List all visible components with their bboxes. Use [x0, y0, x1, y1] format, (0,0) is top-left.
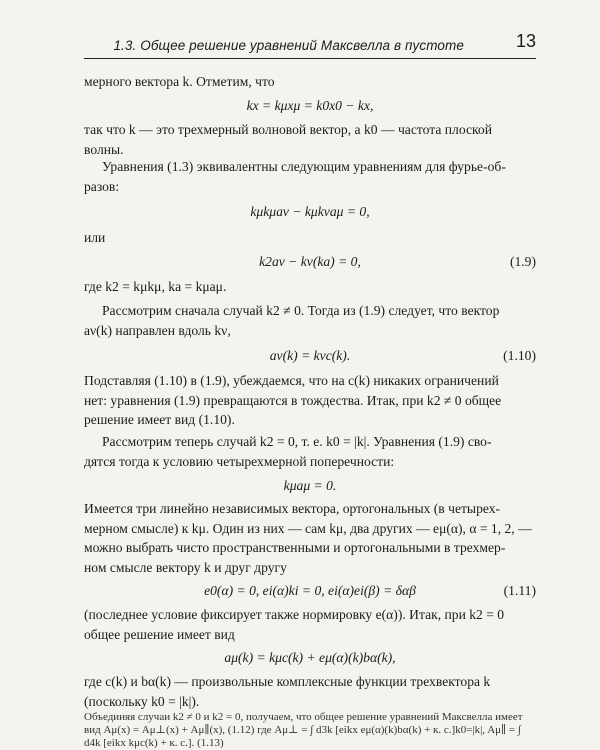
- text-line: решение имеет вид (1.10).: [84, 412, 235, 428]
- equation: [84, 202, 536, 222]
- text-line: Уравнения (1.3) эквивалентны следующим уравнениям для фурье-об-: [102, 159, 506, 174]
- formula: aν(k) = kνc(k).: [269, 348, 351, 363]
- paragraph: [84, 301, 536, 340]
- text-line: дятся тогда к условию четырехмерной поперечности:: [84, 453, 395, 469]
- text-line: aν(k) направлен вдоль kν,: [84, 322, 231, 338]
- equation: [84, 252, 536, 272]
- paragraph: [84, 228, 536, 248]
- text-line: Рассмотрим теперь случай k2 = 0, т. е. k0 = |k|. Уравнения (1.9) сво-: [102, 434, 492, 449]
- equation-number: (1.12): [227, 724, 255, 736]
- paragraph: [84, 120, 536, 159]
- text-line: где: [257, 724, 272, 736]
- text-line: Имеется три линейно независимых вектора, ортогональных (в четырех-: [84, 501, 501, 516]
- text-line: ном смысле вектору k и друг другу: [84, 559, 287, 575]
- page-header: [84, 32, 536, 59]
- running-head: 1.3. Общее решение уравнений Максвелла в пустоте: [113, 38, 464, 53]
- text-line: Объединяя случаи k2 ≠ 0 и k2 = 0, получаем, что общее решение: [84, 711, 387, 723]
- formula: Aμ(x) = Aμ⊥(x) + Aμ∥(x),: [103, 724, 226, 736]
- equation-number: (1.9): [509, 254, 536, 269]
- text-line: Подставляя (1.10) в (1.9), убеждаемся, что на c(k) никаких ограничений: [84, 373, 499, 388]
- text-line: мерном смысле) к kμ. Один из них — сам kμ, два других — eμ(α), α = 1, 2, —: [84, 520, 532, 536]
- text-line: (последнее условие фиксирует также нормировку e(α)). Итак, при k2 = 0: [84, 607, 505, 622]
- text-line: разов:: [84, 178, 120, 194]
- text-line: (поскольку k0 = |k|).: [84, 693, 200, 709]
- paragraph: [84, 371, 536, 430]
- paragraph-continued: [84, 711, 536, 750]
- formula: e0(α) = 0, ei(α)ki = 0, ei(α)ei(β) = δαβ: [204, 583, 416, 598]
- formula: Aμ⊥ = ∫ d3k [eikx eμ(α)(k)bα(k) + к. с.]k0=|k|,: [274, 724, 486, 736]
- formula: Aμ∥ = ∫ d4k [eikx kμc(k) + к. с.].: [84, 724, 521, 749]
- text-line: мерного вектора k. Отметим, что: [84, 74, 275, 89]
- paragraph: [84, 277, 536, 297]
- formula: k2aν − kν(ka) = 0,: [259, 254, 361, 269]
- text-line: где c(k) и bα(k) — произвольные комплексные функции трехвектора k: [84, 674, 491, 689]
- equation: [84, 96, 536, 116]
- text-line: нет: уравнения (1.9) превращаются в тождества. Итак, при k2 ≠ 0 общее: [84, 392, 502, 408]
- paragraph: [84, 157, 536, 196]
- text-line: волны.: [84, 141, 124, 157]
- paragraph: [84, 499, 536, 577]
- formula: kx = kμxμ = k0x0 − kx,: [246, 98, 374, 113]
- text-line: общее решение имеет вид: [84, 626, 235, 642]
- text-line: можно выбрать чисто пространственными и ортогональными в трехмер-: [84, 540, 506, 556]
- paragraph: [84, 672, 536, 711]
- equation: [84, 346, 536, 366]
- formula: kμaμ = 0.: [283, 478, 337, 493]
- text-line: так что k — это трехмерный волновой вектор, а k0 — частота плоской: [84, 122, 492, 137]
- equation-number: (1.13): [197, 737, 224, 749]
- text-line: уравнений Максвелла имеет вид: [84, 711, 523, 736]
- formula: kμkμaν − kμkνaμ = 0,: [250, 204, 370, 219]
- equation: [84, 476, 536, 496]
- page-number: 13: [515, 31, 536, 51]
- formula: aμ(k) = kμc(k) + eμ(α)(k)bα(k),: [224, 650, 396, 665]
- equation-number: (1.11): [503, 583, 536, 598]
- text-line: Рассмотрим сначала случай k2 ≠ 0. Тогда из (1.9) следует, что вектор: [102, 303, 500, 318]
- equation: [84, 648, 536, 668]
- equation: [84, 581, 536, 601]
- equation-number: (1.10): [503, 348, 536, 363]
- paragraph: [84, 605, 536, 644]
- paragraph: [84, 432, 536, 471]
- paragraph: [84, 72, 536, 92]
- text-line: или: [84, 230, 106, 245]
- text-line: где k2 = kμkμ, ka = kμaμ.: [84, 279, 227, 294]
